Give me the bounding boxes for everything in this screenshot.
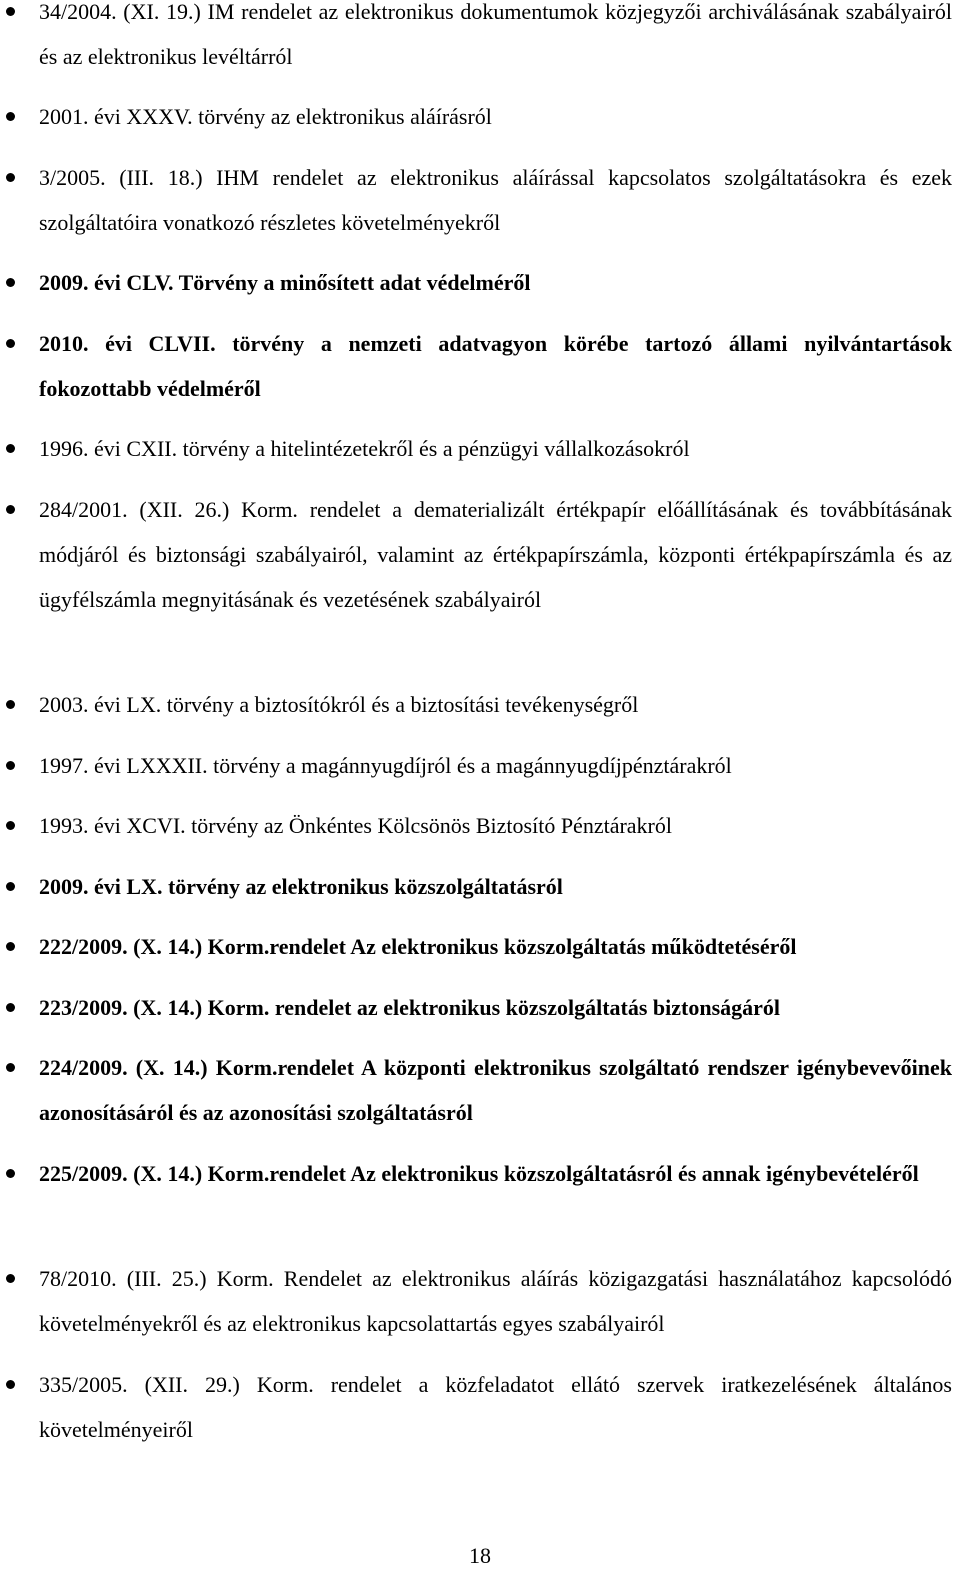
list-item-text: 2001. évi XXXV. törvény az elektronikus aláírásról (39, 104, 492, 129)
bullet-icon (6, 7, 15, 16)
list-item-text: 1997. évi LXXXII. törvény a magánnyugdíjról és a magánnyugdíjpénztárakról (39, 753, 732, 778)
bullet-icon (6, 1380, 15, 1389)
list-item-text: 335/2005. (XII. 29.) Korm. rendelet a közfeladatot ellátó szervek iratkezelésének általános követelményeiről (39, 1372, 952, 1442)
page-number: 18 (469, 1543, 491, 1568)
bullet-icon (6, 882, 15, 891)
list-item-text: 222/2009. (X. 14.) Korm.rendelet Az elektronikus közszolgáltatás működtetéséről (39, 934, 797, 959)
bullet-icon (6, 112, 15, 121)
bullet-icon (6, 173, 15, 182)
bullet-icon (6, 942, 15, 951)
list-item-text: 224/2009. (X. 14.) Korm.rendelet A központi elektronikus szolgáltató rendszer igénybevevőinek azonosításáról és az azonosítási szolgáltatásról (39, 1055, 952, 1125)
list-item-text: 2003. évi LX. törvény a biztosítókról és a biztosítási tevékenységről (39, 692, 639, 717)
list-item-text: 34/2004. (XI. 19.) IM rendelet az elektronikus dokumentumok közjegyzői archiválásának szabályairól és az elektronikus levéltárról (39, 0, 952, 69)
bullet-icon (6, 339, 15, 348)
bullet-icon (6, 1063, 15, 1072)
bullet-icon (6, 1169, 15, 1178)
list-item-text: 2009. évi LX. törvény az elektronikus közszolgáltatásról (39, 874, 563, 899)
bullet-icon (6, 278, 15, 287)
list-item-text: 1993. évi XCVI. törvény az Önkéntes Kölcsönös Biztosító Pénztárakról (39, 813, 672, 838)
bullet-icon (6, 761, 15, 770)
list-item-text: 223/2009. (X. 14.) Korm. rendelet az elektronikus közszolgáltatás biztonságáról (39, 995, 781, 1020)
list-item-text: 284/2001. (XII. 26.) Korm. rendelet a dematerializált értékpapír előállításának és továbbításának módjáról és biztonsági szabályairól, valamint az értékpapírszámla, központi értékpapírszámla és az ügyfélszámla megnyitásának és vezetésének szabályairól (39, 497, 952, 612)
list-item-text: 225/2009. (X. 14.) Korm.rendelet Az elektronikus közszolgáltatásról és annak igénybevételéről (39, 1161, 919, 1186)
bullet-icon (6, 700, 15, 709)
list-item-text: 2010. évi CLVII. törvény a nemzeti adatvagyon körébe tartozó állami nyilvántartások fokozottabb védelméről (39, 331, 952, 401)
list-item-text: 1996. évi CXII. törvény a hitelintézetekről és a pénzügyi vállalkozásokról (39, 436, 690, 461)
bullet-icon (6, 821, 15, 830)
bullet-icon (6, 505, 15, 514)
bullet-icon (6, 1274, 15, 1283)
list-item-text: 2009. évi CLV. Törvény a minősített adat védelméről (39, 270, 531, 295)
bullet-icon (6, 444, 15, 453)
bullet-icon (6, 1003, 15, 1012)
list-item-text: 3/2005. (III. 18.) IHM rendelet az elektronikus aláírással kapcsolatos szolgáltatásokra és ezek szolgáltatóira vonatkozó részletes követelményekről (39, 165, 952, 235)
list-item-text: 78/2010. (III. 25.) Korm. Rendelet az elektronikus aláírás közigazgatási használatához kapcsolódó követelményekről és az elektronikus kapcsolattartás egyes szabályairól (39, 1266, 952, 1336)
